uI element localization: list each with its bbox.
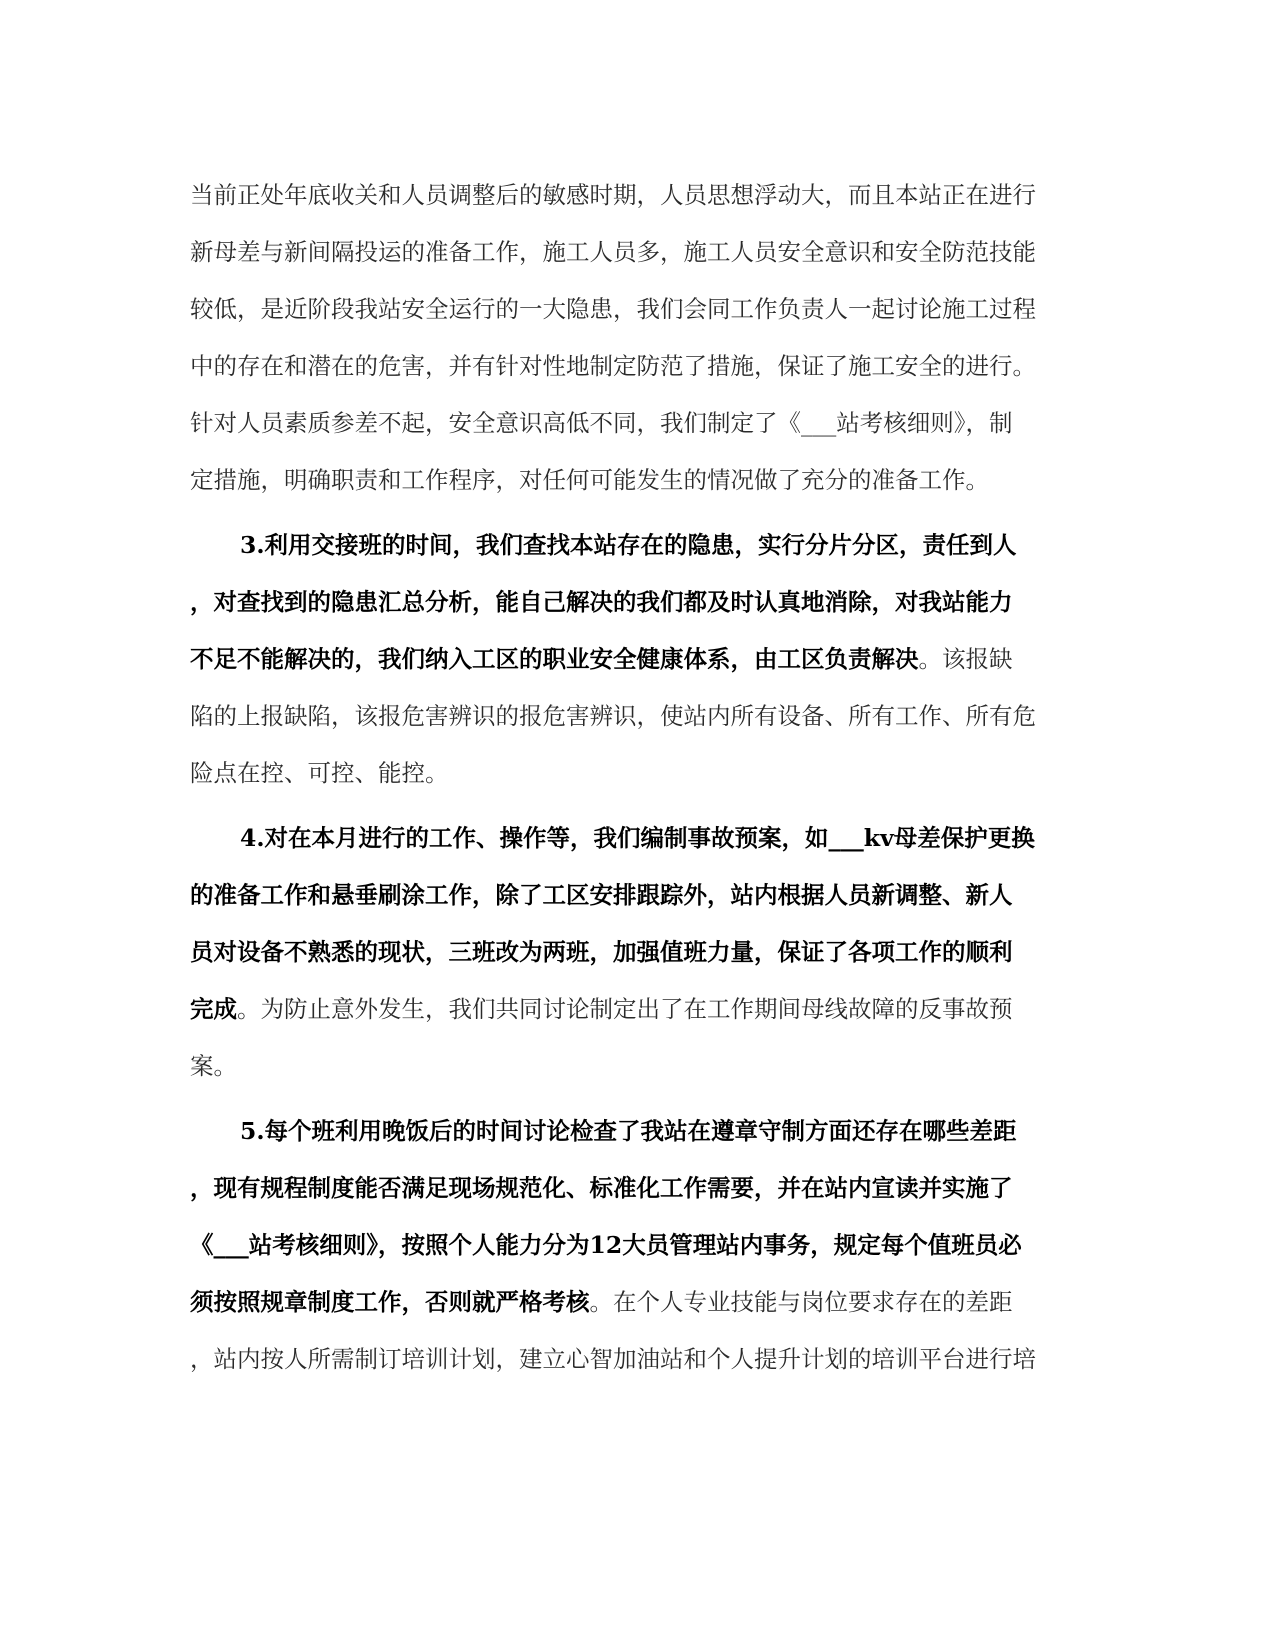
text-line xyxy=(190,224,1080,281)
text-line xyxy=(190,452,1080,509)
text-line xyxy=(190,1217,1080,1274)
text-line xyxy=(190,167,1080,224)
bold-text-segment: 的准备工作和悬垂刷涂工作，除了工区安排跟踪外，站内根据人员新调整、新人 xyxy=(190,881,1013,909)
text-line xyxy=(190,281,1080,338)
bold-text-segment: 不足不能解决的，我们纳入工区的职业安全健康体系，由工区负责解决 xyxy=(190,645,919,673)
text-line xyxy=(190,1103,1080,1160)
text-segment: 案。 xyxy=(190,1052,237,1080)
text-segment: 新母差与新间隔投运的准备工作，施工人员多，施工人员安全意识和安全防范技能 xyxy=(190,238,1036,266)
text-segment: 中的存在和潜在的危害，并有针对性地制定防范了措施，保证了施工安全的进行。 xyxy=(190,352,1036,380)
text-segment: 险点在控、可控、能控。 xyxy=(190,759,449,787)
bold-text-segment: ，对查找到的隐患汇总分析，能自己解决的我们都及时认真地消除，对我站能力 xyxy=(190,588,1013,616)
text-segment: 陷的上报缺陷，该报危害辨识的报危害辨识，使站内所有设备、所有工作、所有危 xyxy=(190,702,1036,730)
text-line xyxy=(190,745,1080,802)
text-line xyxy=(190,688,1080,745)
bold-text-segment: 3.利用交接班的时间，我们查找本站存在的隐患，实行分片分区，责任到人 xyxy=(240,531,1017,559)
text-line xyxy=(190,1160,1080,1217)
text-line xyxy=(190,1274,1080,1331)
text-segment: 。该报缺 xyxy=(918,645,1013,673)
text-line xyxy=(190,574,1080,631)
text-line xyxy=(190,631,1080,688)
text-line xyxy=(190,867,1080,924)
text-line xyxy=(190,338,1080,395)
bold-text-segment: 5.每个班利用晚饭后的时间讨论检查了我站在遵章守制方面还存在哪些差距 xyxy=(240,1117,1017,1145)
text-segment: 。为防止意外发生，我们共同讨论制定出了在工作期间母线故障的反事故预 xyxy=(237,995,1013,1023)
bold-text-segment: 员对设备不熟悉的现状，三班改为两班，加强值班力量，保证了各项工作的顺利 xyxy=(190,938,1013,966)
text-line xyxy=(190,1038,1080,1095)
text-segment: 当前正处年底收关和人员调整后的敏感时期，人员思想浮动大，而且本站正在进行 xyxy=(190,181,1036,209)
text-segment: 针对人员素质参差不起，安全意识高低不同，我们制定了《___站考核细则》，制 xyxy=(190,409,1013,437)
text-line xyxy=(190,395,1080,452)
bold-text-segment: 《___站考核细则》，按照个人能力分为12大员管理站内事务，规定每个值班员必 xyxy=(190,1231,1022,1259)
bold-text-segment: ，现有规程制度能否满足现场规范化、标准化工作需要，并在站内宣读并实施了 xyxy=(190,1174,1013,1202)
text-line xyxy=(190,924,1080,981)
bold-text-segment: 须按照规章制度工作，否则就严格考核 xyxy=(190,1288,590,1316)
bold-text-segment: 完成 xyxy=(190,995,237,1023)
document-body xyxy=(190,167,1080,1388)
text-segment: 。在个人专业技能与岗位要求存在的差距 xyxy=(589,1288,1013,1316)
text-line xyxy=(190,1331,1080,1388)
text-segment: ，站内按人所需制订培训计划，建立心智加油站和个人提升计划的培训平台进行培 xyxy=(190,1345,1036,1373)
text-line xyxy=(190,517,1080,574)
text-line xyxy=(190,810,1080,867)
text-segment: 定措施，明确职责和工作程序，对任何可能发生的情况做了充分的准备工作。 xyxy=(190,466,989,494)
text-segment: 较低，是近阶段我站安全运行的一大隐患，我们会同工作负责人一起讨论施工过程 xyxy=(190,295,1036,323)
text-line xyxy=(190,981,1080,1038)
bold-text-segment: 4.对在本月进行的工作、操作等，我们编制事故预案，如___kv母差保护更换 xyxy=(240,824,1035,852)
